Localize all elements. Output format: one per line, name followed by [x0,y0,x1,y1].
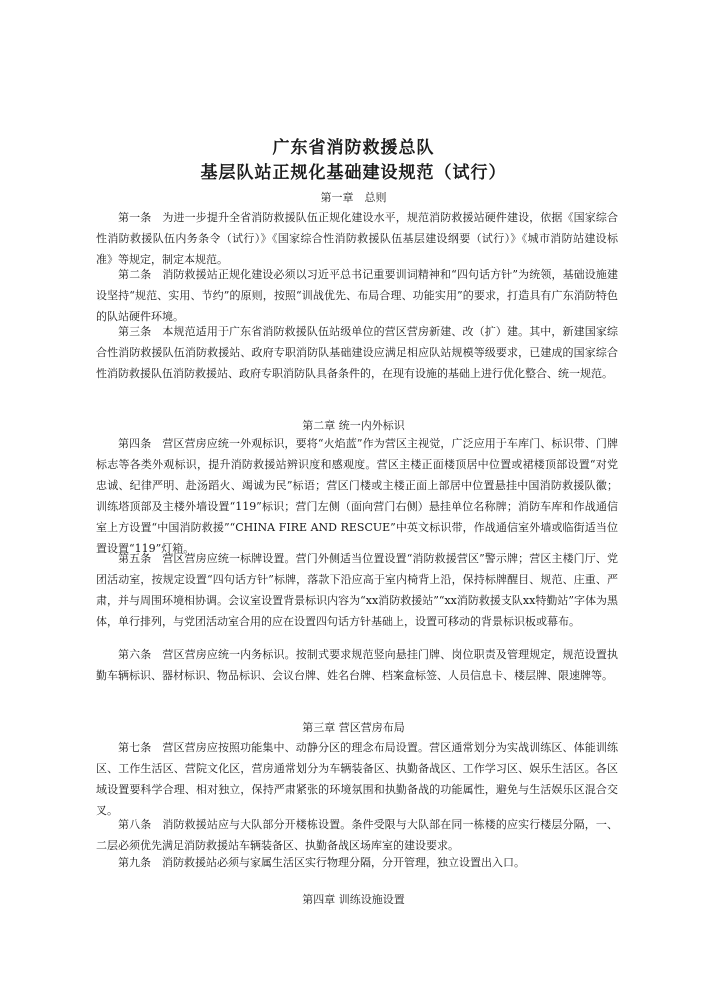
article-number: 第一条 [118,211,152,224]
article-number: 第八条 [118,818,152,831]
article-text: 营区营房应按照功能集中、动静分区的理念布局设置。营区通常划分为实战训练区、体能训练区、工作生活区、营院文化区，营房通常划分为车辆装备区、执勤备战区、工作学习区、娱乐生活区。各区域设置要科学合理、相对独立，保持严肃紧张的环境氛围和执勤备战的功能属性，避免与生活娱乐区混合交叉。 [96,741,619,817]
article-4 [96,433,618,559]
article-number: 第四条 [118,437,152,450]
article-text: 本规范适用于广东省消防救援队伍站级单位的营区营房新建、改（扩）建。其中，新建国家综合性消防救援队伍消防救援站、政府专职消防队基础建设应满足相应队站规模等级要求，已建成的国家综合性消防救援队伍消防救援站、政府专职消防队具备条件的，在现有设施的基础上进行优化整合、统一规范。 [96,325,619,380]
chapter-heading-3: 第三章 营区营房布局 [302,721,405,734]
chapter-heading-4: 第四章 训练设施设置 [302,893,405,906]
article-number: 第二条 [118,268,152,281]
article-2 [96,264,618,327]
article-text: 消防救援站正规化建设必须以习近平总书记重要训词精神和“四句话方针”为统领，基础设施建设坚持“规范、实用、节约”的原则，按照“训战优先、布局合理、功能实用”的要求，打造具有广东消防特色的队站硬件环境。 [96,268,618,323]
article-number: 第六条 [118,648,152,661]
chapter-heading-2: 第二章 统一内外标识 [302,419,405,432]
article-number: 第五条 [118,552,152,565]
document-title-line1: 广东省消防救援总队 [272,138,435,158]
article-1 [96,207,618,270]
article-7 [96,737,618,821]
article-9 [96,852,618,873]
article-5 [96,548,618,632]
article-text: 为进一步提升全省消防救援队伍正规化建设水平，规范消防救援站硬件建设，依据《国家综合性消防救援队伍内务条令（试行）》《国家综合性消防救援队伍基层建设纲要（试行）》《城市消防站建设标准》等规定，制定本规范。 [96,211,619,266]
article-number: 第九条 [118,856,151,869]
article-number: 第七条 [118,741,152,754]
article-8 [96,814,618,856]
chapter-heading-1: 第一章 总则 [320,191,387,204]
article-6 [96,644,618,686]
article-text: 消防救援站必须与家属生活区实行物理分隔，分开管理，独立设置出入口。 [162,856,525,869]
article-number: 第三条 [118,325,152,338]
article-text: 营区营房应统一标牌设置。营门外侧适当位置设置“消防救援营区”警示牌；营区主楼门厅、党团活动室，按规定设置“四句话方针”标牌，落款下沿应高于室内椅背上沿，保持标牌醒目、规范、庄重、严肃，并与周围环境相协调。会议室设置背景标识内容为“xx消防救援站”“xx消防救援支队xx特勤站”字体为黑体，单行排列，与党团活动室合用的应在设置四句话方针基础上，设置可移动的背景标识板或幕布。 [96,552,618,628]
article-text: 营区营房应统一外观标识，要将“火焰蓝”作为营区主视觉，广泛应用于车库门、标识带、门牌标志等各类外观标识，提升消防救援站辨识度和感观度。营区主楼正面楼顶居中位置或裙楼顶部设置“对党忠诚、纪律严明、赴汤蹈火、竭诚为民”标语；营区门楼或主楼正面上部居中位置悬挂中国消防救援队徽；训练塔顶部及主楼外墙设置“119”标识；营门左侧（面向营门右侧）悬挂单位名称牌；消防车库和作战通信室上方设置“中国消防救援”“CHINA FIRE AND RESCUE”中英文标识带，作战通信室外墙或临街适当位置设置“119”灯箱。 [96,437,618,555]
article-3 [96,321,618,384]
article-text: 消防救援站应与大队部分开楼栋设置。条件受限与大队部在同一栋楼的应实行楼层分隔，一、二层必须优先满足消防救援站车辆装备区、执勤备战区场库室的建设要求。 [96,818,619,852]
document-title-line2: 基层队站正规化基础建设规范（试行） [200,163,507,183]
article-text: 营区营房应统一内务标识。按制式要求规范竖向悬挂门牌、岗位职责及管理规定，规范设置执勤车辆标识、器材标识、物品标识、会议台牌、姓名台牌、档案盒标签、人员信息卡、楼层牌、限速牌等。 [96,648,619,682]
